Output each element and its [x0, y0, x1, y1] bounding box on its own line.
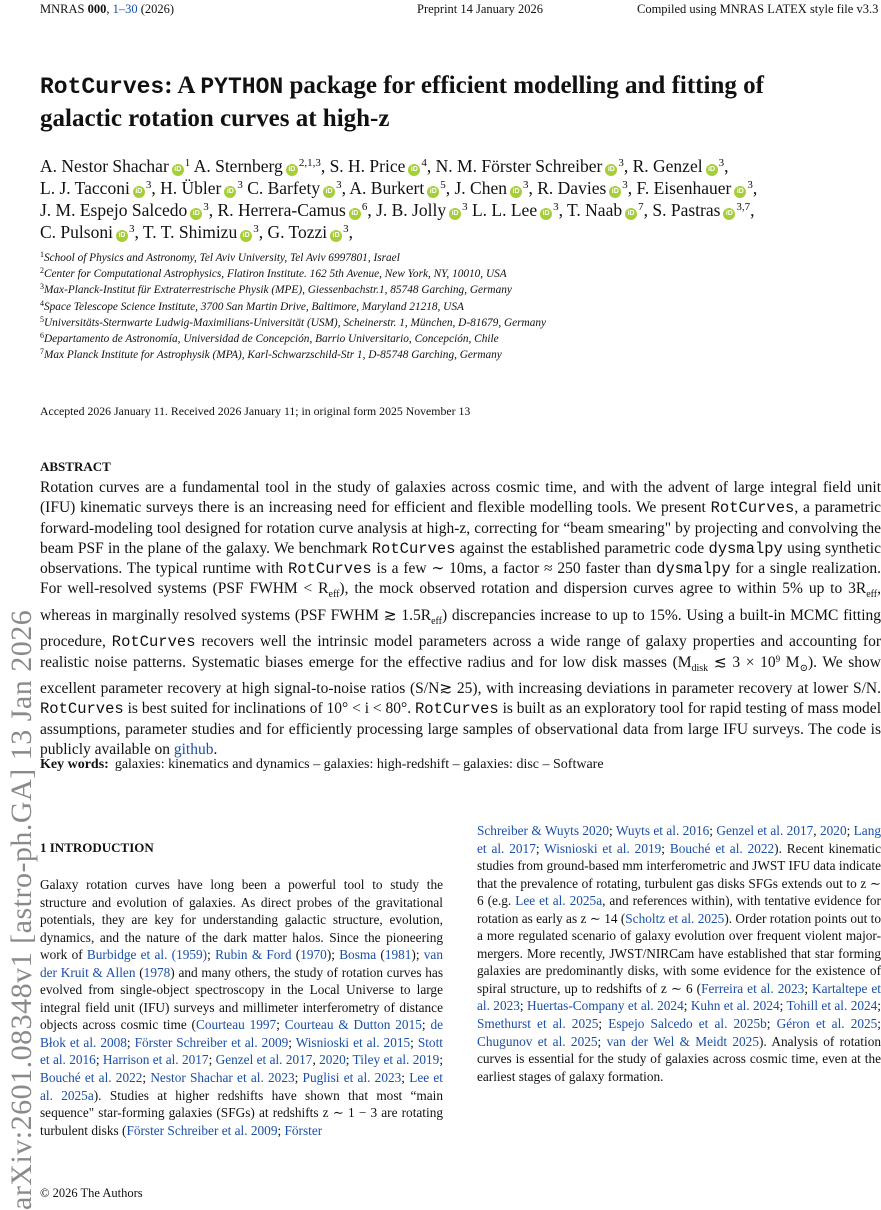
orcid-icon[interactable]: iD [605, 164, 617, 176]
citation-link[interactable]: Genzel et al. 2017 [215, 1052, 313, 1068]
author-list: A. Nestor Shachar $iD^1$ A. Sternberg iD$^{2,1,3}$, S. H. Price $iD^4$, N. M. Förster Schreiber $iD^3$, R. Genzel $iD^3$, L. J. Tacconi $iD^3$, H. Übler $iD^3$ C. Barfety $iD^3$, A. Burkert $iD^5$, J. Chen $iD^3$, R. Davies $iD^3$, F. Eisenhauer $iD^3$, J. M. Espejo Salcedo $iD^3$, R. Herrera-Camus $iD^6$, J. B. Jolly $iD^3$ L. L. Lee $iD^3$, T. Naab $iD^7$, S. Pastras iD$^{3,7}$, C. Pulsoni $iD^3$, T. T. Shimizu $iD^3$, G. Tozzi $iD^3$, [40, 156, 758, 242]
author-affiliation-marker: 3 [237, 179, 243, 191]
citation-link[interactable]: Kartaltepe et al. 2023 [477, 980, 881, 1014]
author-name: C. Pulsoni [40, 222, 113, 242]
citation-link[interactable]: Genzel et al. 2017 [716, 823, 814, 838]
affiliation-list [40, 250, 860, 363]
author-name: R. Genzel [632, 156, 703, 176]
orcid-icon[interactable]: iD [190, 208, 202, 220]
author-name: H. Übler [160, 178, 222, 198]
author-affiliation-marker: 3 [253, 223, 259, 235]
author-affiliation-marker: 3 [462, 201, 468, 213]
citation-link[interactable]: Espejo Salcedo et al. 2025b [608, 1016, 767, 1032]
citation-link[interactable]: Nestor Shachar et al. 2023 [150, 1070, 295, 1086]
orcid-icon[interactable]: iD [723, 208, 735, 220]
citation-link[interactable]: Courteau 1997 [196, 1017, 277, 1033]
citation-link[interactable]: 1978 [143, 964, 171, 980]
affiliation: $^2$Center for Computational Astrophysics, Flatiron Institute. 162 5th Avenue, New York, NY, 10010, USA [40, 266, 507, 281]
citation-link[interactable]: Wisnioski et al. 2019 [544, 840, 662, 856]
citation-link[interactable]: Schreiber & Wuyts 2020 [477, 823, 609, 838]
citation-link[interactable]: Puglisi et al. 2023 [302, 1070, 402, 1086]
author-affiliation-marker: 3 [622, 179, 628, 191]
author-affiliation-marker: 3 [718, 157, 725, 169]
citation-link[interactable]: Géron et al. 2025 [776, 1016, 878, 1032]
author-name: F. Eisenhauer [636, 178, 732, 198]
citation-link[interactable]: 1981 [384, 947, 412, 963]
citation-link[interactable]: Bouché et al. 2022 [669, 840, 775, 856]
author-affiliation-marker: 3 [336, 179, 342, 191]
citation-link[interactable]: Förster Schreiber et al. 2009 [134, 1034, 289, 1050]
author-affiliation-marker: 1 [184, 157, 191, 169]
affiliation: $^7$Max Planck Institute for Astrophysik (MPA), Karl-Schwarzschild-Str 1, D-85748 Garching, Germany [40, 347, 502, 362]
github-link[interactable]: github [173, 740, 214, 758]
orcid-icon[interactable]: iD [408, 164, 420, 176]
author-affiliation-marker: 5 [440, 179, 446, 191]
orcid-icon[interactable]: iD [625, 208, 637, 220]
copyright-footer: © 2026 The Authors [40, 1186, 143, 1200]
author-name: T. T. Shimizu [142, 222, 238, 242]
author-affiliation-marker: 7 [638, 201, 644, 213]
orcid-icon[interactable]: iD [133, 186, 145, 198]
citation-link[interactable]: de Błok et al. 2008 [40, 1017, 443, 1050]
author-affiliation-marker: 3 [203, 201, 209, 213]
orcid-icon[interactable]: iD [286, 164, 298, 176]
pages-link[interactable]: 1–30 [112, 2, 138, 16]
citation-link[interactable]: van der Wel & Meidt 2025 [606, 1033, 759, 1049]
accepted-dates: Accepted 2026 January 11. Received 2026 January 11; in original form 2025 November 13 [40, 404, 471, 418]
orcid-icon[interactable]: iD [330, 230, 342, 242]
citation-link[interactable]: Tiley et al. 2019 [352, 1052, 440, 1068]
orcid-icon[interactable]: iD [240, 230, 252, 242]
citation-link[interactable]: Lee et al. 2025a [515, 893, 603, 909]
orcid-icon[interactable]: iD [540, 208, 552, 220]
paper-title: RotCurves: A PYTHON package for efficient modelling and fitting of galactic rotation curves at high-z [40, 72, 764, 132]
orcid-icon[interactable]: iD [510, 186, 522, 198]
citation-link[interactable]: 2020 [820, 823, 847, 838]
citation-link[interactable]: Förster Schreiber et al. 2009 [126, 1122, 278, 1138]
author-affiliation-marker: 2,1,3 [298, 157, 321, 169]
author-affiliation-marker: 4 [421, 157, 427, 169]
author-affiliation-marker: 3 [618, 157, 624, 169]
author-name: A. Sternberg [193, 156, 283, 176]
author-name: L. J. Tacconi [40, 178, 130, 198]
citation-link[interactable]: Bosma [339, 947, 377, 963]
section-heading: 1 INTRODUCTION [40, 840, 154, 855]
abstract-heading: ABSTRACT [40, 459, 111, 474]
author-name: A. Nestor Shachar [40, 156, 169, 176]
affiliation: $^4$Space Telescope Science Institute, 3700 San Martin Drive, Baltimore, Maryland 21218, USA [40, 298, 464, 313]
author-name: L. L. Lee [471, 200, 538, 220]
citation-link[interactable]: Rubin & Ford [215, 947, 292, 963]
citation-link[interactable]: Lang et al. 2017 [477, 823, 881, 856]
arxiv-stamp: arXiv:2601.08348v1 [astro-ph.GA] 13 Jan 2026 [5, 609, 38, 1210]
citation-link[interactable]: Bouché et al. 2022 [40, 1070, 143, 1086]
citation-link[interactable]: Burbidge et al. (1959) [86, 947, 208, 963]
author-affiliation-marker: 3 [553, 201, 559, 213]
citation-link[interactable]: Chugunov et al. 2025 [477, 1033, 598, 1049]
author-name: R. Davies [537, 178, 607, 198]
running-header-compiled: Compiled using MNRAS LATEX style file v3.3 [637, 2, 879, 16]
orcid-icon[interactable]: iD [449, 208, 461, 220]
citation-link[interactable]: Courteau & Dutton 2015 [284, 1017, 422, 1033]
title-package-name: RotCurves [40, 74, 165, 100]
author-name: S. Pastras [652, 200, 721, 220]
author-affiliation-marker: 3 [523, 179, 529, 191]
author-affiliation-marker: 3 [343, 223, 349, 235]
affiliation: $^1$School of Physics and Astronomy, Tel Aviv University, Tel Aviv 6997801, Israel [40, 250, 400, 264]
author-affiliation-marker: 3 [128, 223, 135, 235]
title-language: PYTHON [200, 74, 284, 100]
author-affiliation-marker: 3 [145, 179, 152, 191]
author-name: J. B. Jolly [376, 200, 447, 220]
orcid-icon[interactable]: iD [427, 186, 439, 198]
citation-link[interactable]: Stott et al. 2016 [40, 1034, 443, 1068]
orcid-icon[interactable]: iD [609, 186, 621, 198]
author-name: J. Chen [454, 178, 507, 198]
orcid-icon[interactable]: iD [706, 164, 718, 176]
citation-link[interactable]: Tohill et al. 2024 [786, 998, 878, 1014]
orcid-icon[interactable]: iD [734, 186, 746, 198]
author-name: J. M. Espejo Salcedo [40, 200, 188, 220]
citation-link[interactable]: Scholtz et al. 2025 [625, 910, 725, 926]
author-name: R. Herrera-Camus [217, 200, 346, 220]
author-name: N. M. Förster Schreiber [435, 156, 603, 176]
citation-link[interactable]: van der Kruit & Allen [40, 947, 443, 980]
citation-link[interactable]: Kuhn et al. 2024 [690, 998, 780, 1014]
intro-left-column: Galaxy rotation curves have long been a powerful tool to study the structure and evolution of galaxies. As direct probes of the gravitational potentials, they are key for understanding galactic structure, evolution, dynamics, and the nature of the dark matter halos. Since the pioneering work of Burbidge et al. (1959); Rubin & Ford (1970); Bosma (1981); van der Kruit & Allen (1978) and many others, the study of rotation curves has evolved from single-object spectroscopy in the Local Universe to large integral field unit (IFU) surveys and millimeter interferometry of distance objects across cosmic time (Courteau 1997; Courteau & Dutton 2015; de Błok et al. 2008; Förster Schreiber et al. 2009; Wisnioski et al. 2015; Stott et al. 2016; Harrison et al. 2017; Genzel et al. 2017, 2020; Tiley et al. 2019; Bouché et al. 2022; Nestor Shachar et al. 2023; Puglisi et al. 2023; Lee et al. 2025a). Studies at higher redshifts have shown that most “main sequence" star-forming galaxies (SFGs) at redshifts z ∼ 1 − 3 are rotating turbulent disks (Förster Schreiber et al. 2009; Förster [40, 877, 444, 1138]
abstract-body: Rotation curves are a fundamental tool in the study of galaxies across cosmic time, and with the advent of large integral field unit (IFU) kinematic surveys there is an increasing need for efficient and flexible modelling tools. We present RotCurves, a parametric forward-modeling tool designed for rotation curve analysis at high-z, correcting for “beam smearing" by projecting and convolving the beam PSF in the plane of the galaxy. We benchmark RotCurves against the established parametric code dysmalpy using synthetic observations. The typical runtime with RotCurves is a few ∼ 10ms, a factor ≈ 250 faster than dysmalpy for a single realization. For well-resolved systems (PSF FWHM < $R_{eff}$), the mock observed rotation and dispersion curves agree to within 5% up to $3R_{eff}$, whereas in marginally resolved systems (PSF FWHM ≳ $1.5R_{eff}$) discrepancies increase to up to 15%. Using a built-in MCMC fitting procedure, RotCurves recovers well the intrinsic model parameters across a wide range of galaxy properties and accounting for realistic noise patterns. Systematic biases emerge for the effective radius and for low disk masses ($M_{disk}$ ≲ $3 \times 10^9$ $M_⊙$). We show excellent parameter recovery at high signal-to-noise ratios (S/N≳ 25), with increasing deviations in parameter recovery at lower S/N. RotCurves is best suited for inclinations of 10° < i < 80°. RotCurves is built as an exploratory tool for rapid testing of mass model assumptions, parameter studies and for efficiently processing large samples of observational data from large IFU surveys. The code is publicly available on github. [40, 479, 881, 758]
orcid-icon[interactable]: iD [172, 164, 184, 176]
citation-link[interactable]: 1970 [300, 947, 327, 963]
author-name: T. Naab [567, 200, 623, 220]
orcid-icon[interactable]: iD [116, 230, 128, 242]
affiliation: $^3$Max-Planck-Institut für Extraterrestrische Physik (MPE), Giessenbachstr.1, 85748 Garching, Germany [40, 282, 512, 297]
running-header-preprint: Preprint 14 January 2026 [417, 2, 544, 16]
affiliation: $^5$Universitäts-Sternwarte Ludwig-Maximilians-Universität (USM), Scheinerstr. 1, München, D-81679, Germany [40, 314, 547, 329]
citation-link[interactable]: Förster [284, 1122, 323, 1138]
citation-link[interactable]: Harrison et al. 2017 [102, 1052, 209, 1068]
keywords: Key words: galaxies: kinematics and dynamics – galaxies: high-redshift – galaxies: disc – Software [40, 757, 604, 772]
orcid-icon[interactable]: iD [323, 186, 335, 198]
citation-link[interactable]: 2020 [319, 1052, 346, 1068]
citation-link[interactable]: Ferreira et al. 2023 [701, 980, 805, 996]
citation-link[interactable]: Lee et al. 2025a [40, 1070, 443, 1103]
affiliation: $^6$Departamento de Astronomía, Universidad de Concepción, Barrio Universitario, Concepción, Chile [40, 331, 499, 346]
citation-link[interactable]: Smethurst et al. 2025 [477, 1016, 599, 1032]
author-name: S. H. Price [329, 156, 406, 176]
latex-logo: LATEX [767, 2, 807, 16]
author-affiliation-marker: 6 [361, 201, 368, 213]
orcid-icon[interactable]: iD [349, 208, 361, 220]
author-name: C. Barfety [247, 178, 321, 198]
author-affiliation-marker: 3,7 [736, 201, 751, 213]
author-affiliation-marker: 3 [747, 179, 753, 191]
author-name: A. Burkert [349, 178, 425, 198]
citation-link[interactable]: Huertas-Company et al. 2024 [526, 998, 684, 1014]
citation-link[interactable]: Wuyts et al. 2016 [615, 823, 710, 838]
intro-right-column: Schreiber & Wuyts 2020; Wuyts et al. 2016; Genzel et al. 2017, 2020; Lang et al. 2017; Wisnioski et al. 2019; Bouché et al. 2022). Recent kinematic studies from ground-based mm interferometric and JWST IFU data indicate that the prevalence of rotating, turbulent gas disks SFGs extends out to z ∼ 6 (e.g. Lee et al. 2025a, and references within), with tentative evidence for rotation as early as z ∼ 14 (Scholtz et al. 2025). Order rotation points out to a more regulated scenario of galaxy evolution over frequent violent major-mergers. More recently, JWST/NIRCam have established that star forming galaxies are predominantly disks, with some evidence for the existence of spiral structure, up to redshifts of z ∼ 6 (Ferreira et al. 2023; Kartaltepe et al. 2023; Huertas-Company et al. 2024; Kuhn et al. 2024; Tohill et al. 2024; Smethurst et al. 2025; Espejo Salcedo et al. 2025b; Géron et al. 2025; Chugunov et al. 2025; van der Wel & Meidt 2025). Analysis of rotation curves is essential for the study of galaxies across cosmic time, even at the earliest stages of galaxy formation. [477, 823, 881, 1084]
orcid-icon[interactable]: iD [224, 186, 236, 198]
author-name: G. Tozzi [267, 222, 328, 242]
running-header-journal: MNRAS 000, 1–30 (2026) [40, 2, 175, 16]
citation-link[interactable]: Wisnioski et al. 2015 [295, 1034, 411, 1050]
